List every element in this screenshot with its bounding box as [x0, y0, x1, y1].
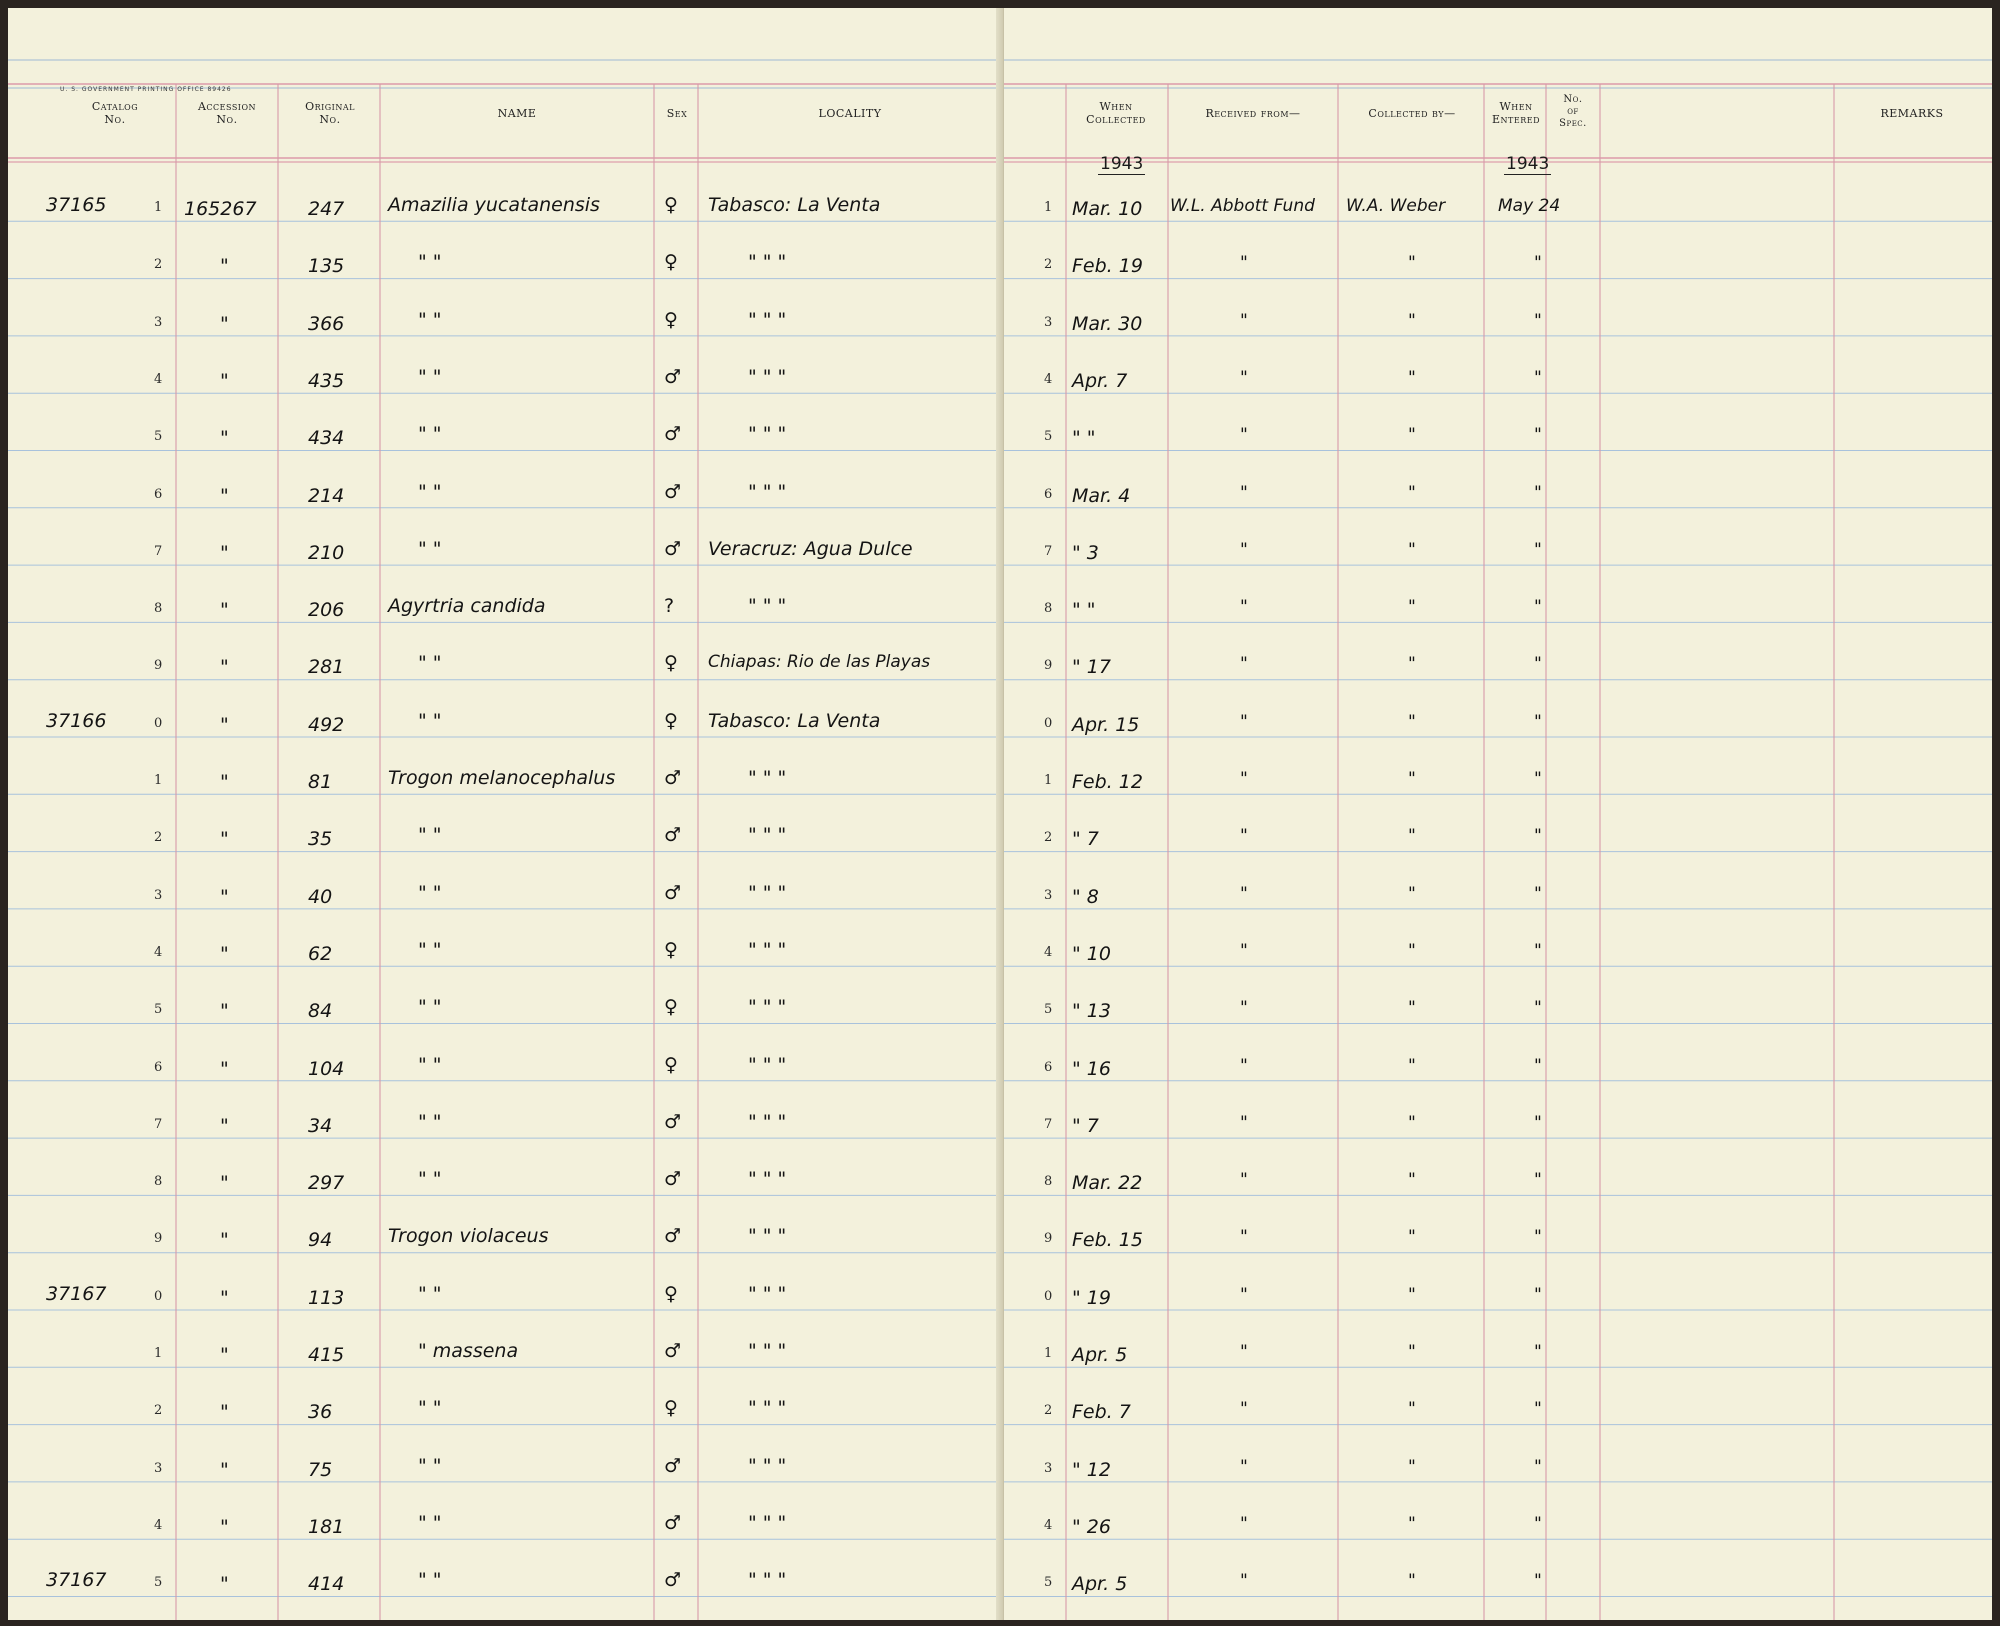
locality: " " ": [748, 1282, 787, 1305]
collected-by: ": [1408, 597, 1416, 618]
row-index-left: 2: [154, 257, 163, 273]
received-from: ": [1240, 654, 1248, 675]
received-from: ": [1240, 998, 1248, 1019]
row-index-right: 3: [1044, 887, 1053, 903]
date-collected: " 16: [1072, 1057, 1111, 1080]
date-collected: Mar. 4: [1072, 484, 1131, 507]
specimen-name: " ": [418, 423, 442, 446]
received-from: ": [1240, 769, 1248, 789]
date-entered: ": [1534, 1342, 1542, 1362]
row-index-left: 6: [154, 1059, 163, 1075]
left-page: [8, 8, 1004, 1620]
row-index-left: 1: [154, 1346, 163, 1361]
specimen-name: " ": [418, 365, 442, 388]
accession-number: ": [220, 312, 229, 335]
row-index-left: 0: [154, 715, 163, 731]
locality: " " ": [748, 1168, 787, 1191]
date-entered: ": [1534, 597, 1542, 618]
original-number: 435: [308, 369, 345, 392]
received-from: ": [1240, 1513, 1248, 1534]
date-entered: ": [1534, 1170, 1542, 1191]
sex-symbol: ♀: [664, 652, 678, 675]
right-page-ruling: [1004, 8, 1992, 1620]
header-catalog-no: Catalog No.: [91, 100, 139, 126]
date-collected: " 26: [1072, 1515, 1111, 1538]
date-entered: ": [1534, 1284, 1542, 1305]
header-original-no: Original No.: [305, 100, 355, 126]
accession-number: ": [220, 255, 229, 278]
specimen-name: " ": [418, 709, 442, 732]
accession-number: ": [220, 599, 229, 622]
specimen-name: " ": [418, 652, 442, 675]
sex-symbol: ♂: [664, 1110, 682, 1133]
sex-symbol: ♀: [664, 938, 678, 961]
specimen-name: Agyrtria candida: [388, 595, 546, 618]
locality: " " ": [748, 595, 787, 618]
collected-by: ": [1408, 1055, 1416, 1076]
collected-by: ": [1408, 1112, 1416, 1133]
sex-symbol: ♀: [664, 1053, 678, 1076]
accession-number: ": [220, 1229, 229, 1252]
collected-by: ": [1408, 1456, 1416, 1477]
sex-symbol: ♀: [664, 194, 678, 216]
sex-symbol: ♂: [664, 365, 682, 388]
specimen-name: " ": [418, 1053, 442, 1076]
date-entered: ": [1534, 1399, 1542, 1420]
original-number: 247: [308, 198, 345, 220]
original-number: 210: [308, 541, 345, 564]
received-from: ": [1240, 1342, 1248, 1362]
specimen-name: " ": [418, 1511, 442, 1534]
row-index-right: 5: [1044, 429, 1053, 445]
original-number: 206: [308, 599, 345, 622]
row-index-right: 3: [1044, 314, 1053, 330]
original-number: 40: [308, 885, 333, 908]
collected-by: ": [1408, 1399, 1416, 1420]
specimen-name: " ": [418, 480, 442, 503]
row-index-left: 9: [154, 658, 163, 674]
date-collected: " 12: [1072, 1458, 1111, 1481]
received-from: ": [1240, 1170, 1248, 1191]
accession-number: ": [220, 1286, 229, 1309]
date-collected: Apr. 7: [1072, 369, 1128, 392]
catalog-number: 37166: [46, 709, 107, 732]
locality: " " ": [748, 251, 787, 274]
row-index-right: 5: [1044, 1575, 1053, 1591]
left-page-ruling: [8, 8, 1004, 1620]
accession-number: ": [220, 885, 229, 908]
accession-number: ": [220, 1515, 229, 1538]
received-from: ": [1240, 940, 1248, 961]
row-index-right: 7: [1044, 1116, 1053, 1132]
locality: Tabasco: La Venta: [708, 194, 881, 216]
locality: " " ": [748, 1511, 787, 1534]
row-index-right: 3: [1044, 1460, 1053, 1476]
row-index-right: 9: [1044, 658, 1053, 674]
original-number: 34: [308, 1114, 333, 1137]
specimen-name: Trogon violaceus: [388, 1225, 549, 1248]
year-collected: 1943: [1100, 154, 1144, 174]
date-collected: Feb. 12: [1072, 771, 1143, 793]
date-entered: ": [1534, 769, 1542, 789]
original-number: 214: [308, 484, 345, 507]
header-remarks: REMARKS: [1880, 107, 1944, 120]
specimen-name: " ": [418, 938, 442, 961]
date-collected: Mar. 30: [1072, 312, 1143, 335]
row-index-right: 1: [1044, 1346, 1053, 1361]
sex-symbol: ♂: [664, 767, 682, 789]
row-index-right: 4: [1044, 371, 1053, 387]
collected-by: ": [1408, 310, 1416, 331]
specimen-name: " ": [418, 1282, 442, 1305]
date-collected: Feb. 19: [1072, 255, 1143, 278]
specimen-name: Amazilia yucatanensis: [388, 194, 600, 216]
locality: " " ": [748, 1225, 787, 1248]
date-collected: Apr. 5: [1072, 1573, 1128, 1596]
original-number: 75: [308, 1458, 333, 1481]
row-index-right: 2: [1044, 1403, 1053, 1419]
sex-symbol: ♂: [664, 480, 682, 503]
collected-by: ": [1408, 940, 1416, 961]
original-number: 35: [308, 828, 333, 851]
collected-by: ": [1408, 883, 1416, 904]
header-accession-no: Accession No.: [197, 100, 257, 126]
accession-number: ": [220, 1401, 229, 1424]
row-index-left: 3: [154, 887, 163, 903]
specimen-name: " ": [418, 1110, 442, 1133]
date-entered: ": [1534, 1227, 1542, 1248]
date-collected: " 8: [1072, 885, 1099, 908]
specimen-name: " ": [418, 251, 442, 274]
date-entered: ": [1534, 425, 1542, 446]
row-index-left: 3: [154, 1460, 163, 1476]
header-sex: Sex: [666, 107, 688, 120]
sex-symbol: ♂: [664, 1340, 682, 1362]
date-collected: Mar. 22: [1072, 1172, 1143, 1195]
specimen-name: Trogon melanocephalus: [388, 767, 616, 789]
sex-symbol: ♂: [664, 537, 682, 560]
accession-number: ": [220, 942, 229, 965]
original-number: 181: [308, 1515, 345, 1538]
header-when-collected: When Collected: [1086, 100, 1146, 126]
collected-by: ": [1408, 367, 1416, 388]
row-index-left: 2: [154, 1403, 163, 1419]
date-collected: " ": [1072, 427, 1096, 450]
header-received-from: Received from—: [1205, 107, 1301, 120]
date-collected: Apr. 5: [1072, 1344, 1128, 1366]
date-entered: ": [1534, 826, 1542, 847]
accession-number: ": [220, 828, 229, 851]
specimen-name: " ": [418, 881, 442, 904]
collected-by: ": [1408, 826, 1416, 847]
received-from: ": [1240, 425, 1248, 446]
sex-symbol: ♀: [664, 1397, 678, 1420]
date-entered: ": [1534, 940, 1542, 961]
sex-symbol: ♀: [664, 251, 678, 274]
date-collected: " 7: [1072, 1114, 1099, 1137]
received-from: W.L. Abbott Fund: [1170, 196, 1315, 216]
sex-symbol: ♀: [664, 709, 678, 732]
sex-symbol: ♂: [664, 1454, 682, 1477]
row-index-left: 7: [154, 543, 163, 559]
date-collected: " 3: [1072, 541, 1099, 564]
sex-symbol: ♀: [664, 308, 678, 331]
date-collected: " 19: [1072, 1286, 1111, 1309]
date-collected: " ": [1072, 599, 1096, 622]
row-index-left: 8: [154, 1174, 163, 1190]
received-from: ": [1240, 310, 1248, 331]
locality: Chiapas: Rio de las Playas: [708, 652, 931, 673]
received-from: ": [1240, 1227, 1248, 1248]
row-index-left: 5: [154, 1002, 163, 1018]
collected-by: ": [1408, 1342, 1416, 1362]
date-entered: ": [1534, 883, 1542, 904]
accession-number: ": [220, 369, 229, 392]
row-index-left: 4: [154, 371, 163, 387]
row-index-right: 4: [1044, 944, 1053, 960]
locality: " " ": [748, 1454, 787, 1477]
accession-number: ": [220, 771, 229, 793]
right-page: [1004, 8, 1992, 1620]
collected-by: ": [1408, 1170, 1416, 1191]
collected-by: ": [1408, 1513, 1416, 1534]
original-number: 135: [308, 255, 345, 278]
accession-number: ": [220, 541, 229, 564]
specimen-name: " ": [418, 308, 442, 331]
date-entered: ": [1534, 539, 1542, 560]
sex-symbol: ?: [664, 595, 675, 618]
original-number: 84: [308, 1000, 333, 1023]
received-from: ": [1240, 597, 1248, 618]
catalog-number: 37167: [46, 1282, 107, 1305]
accession-number: ": [220, 1114, 229, 1137]
date-entered: ": [1534, 1513, 1542, 1534]
received-from: ": [1240, 482, 1248, 503]
collected-by: ": [1408, 253, 1416, 274]
accession-number: ": [220, 1057, 229, 1080]
sex-symbol: ♀: [664, 1282, 678, 1305]
locality: Veracruz: Agua Dulce: [708, 537, 913, 560]
specimen-name: " ": [418, 1168, 442, 1191]
received-from: ": [1240, 883, 1248, 904]
row-index-left: 5: [154, 1575, 163, 1591]
date-collected: " 17: [1072, 656, 1111, 679]
printer-imprint: U. S. GOVERNMENT PRINTING OFFICE 89426: [60, 86, 232, 93]
row-index-left: 1: [154, 773, 163, 788]
locality: " " ": [748, 480, 787, 503]
header-when-entered: When Entered: [1492, 100, 1540, 126]
locality: " " ": [748, 824, 787, 847]
accession-number: ": [220, 1172, 229, 1195]
received-from: ": [1240, 1055, 1248, 1076]
date-collected: Apr. 15: [1072, 713, 1140, 736]
original-number: 113: [308, 1286, 345, 1309]
header-name: NAME: [497, 107, 537, 120]
locality: " " ": [748, 308, 787, 331]
header-locality: LOCALITY: [818, 107, 882, 120]
row-index-left: 9: [154, 1231, 163, 1247]
original-number: 414: [308, 1573, 345, 1596]
original-number: 297: [308, 1172, 345, 1195]
date-collected: Feb. 15: [1072, 1229, 1143, 1252]
row-index-right: 0: [1044, 1288, 1053, 1304]
collected-by: ": [1408, 998, 1416, 1019]
collected-by: ": [1408, 1227, 1416, 1248]
original-number: 36: [308, 1401, 333, 1424]
collected-by: W.A. Weber: [1346, 196, 1446, 216]
header-collected-by: Collected by—: [1368, 107, 1456, 120]
accession-number: ": [220, 656, 229, 679]
locality: " " ": [748, 365, 787, 388]
accession-number: ": [220, 1344, 229, 1366]
original-number: 104: [308, 1057, 345, 1080]
row-index-left: 5: [154, 429, 163, 445]
row-index-left: 7: [154, 1116, 163, 1132]
row-index-right: 9: [1044, 1231, 1053, 1247]
row-index-right: 6: [1044, 486, 1053, 502]
row-index-left: 4: [154, 944, 163, 960]
row-index-left: 1: [154, 200, 163, 215]
date-entered: ": [1534, 998, 1542, 1019]
locality: " " ": [748, 1340, 787, 1362]
date-entered: ": [1534, 1456, 1542, 1477]
collected-by: ": [1408, 539, 1416, 560]
original-number: 62: [308, 942, 333, 965]
date-collected: " 7: [1072, 828, 1099, 851]
year-entered: 1943: [1506, 154, 1550, 174]
row-index-right: 8: [1044, 601, 1053, 617]
accession-number: ": [220, 1000, 229, 1023]
original-number: 492: [308, 713, 345, 736]
specimen-name: " ": [418, 824, 442, 847]
row-index-right: 7: [1044, 543, 1053, 559]
collected-by: ": [1408, 711, 1416, 732]
received-from: ": [1240, 826, 1248, 847]
collected-by: ": [1408, 1284, 1416, 1305]
row-index-left: 8: [154, 601, 163, 617]
specimen-name: " ": [418, 996, 442, 1019]
row-index-right: 6: [1044, 1059, 1053, 1075]
collected-by: ": [1408, 482, 1416, 503]
sex-symbol: ♂: [664, 423, 682, 446]
collected-by: ": [1408, 1571, 1416, 1592]
received-from: ": [1240, 1399, 1248, 1420]
date-collected: " 10: [1072, 942, 1111, 965]
date-collected: Mar. 10: [1072, 198, 1143, 220]
row-index-right: 2: [1044, 830, 1053, 846]
accession-number: 165267: [184, 198, 257, 220]
locality: " " ": [748, 881, 787, 904]
accession-number: ": [220, 427, 229, 450]
received-from: ": [1240, 253, 1248, 274]
sex-symbol: ♀: [664, 996, 678, 1019]
original-number: 415: [308, 1344, 345, 1366]
row-index-right: 8: [1044, 1174, 1053, 1190]
row-index-right: 5: [1044, 1002, 1053, 1018]
original-number: 281: [308, 656, 345, 679]
locality: " " ": [748, 1110, 787, 1133]
sex-symbol: ♂: [664, 1225, 682, 1248]
accession-number: ": [220, 484, 229, 507]
locality: " " ": [748, 767, 787, 789]
row-index-left: 3: [154, 314, 163, 330]
accession-number: ": [220, 1573, 229, 1596]
row-index-right: 0: [1044, 715, 1053, 731]
received-from: ": [1240, 1112, 1248, 1133]
locality: " " ": [748, 1569, 787, 1592]
date-entered: ": [1534, 654, 1542, 675]
row-index-left: 0: [154, 1288, 163, 1304]
locality: " " ": [748, 1053, 787, 1076]
sex-symbol: ♂: [664, 824, 682, 847]
sex-symbol: ♂: [664, 1569, 682, 1592]
date-entered: ": [1534, 310, 1542, 331]
row-index-left: 4: [154, 1517, 163, 1533]
collected-by: ": [1408, 425, 1416, 446]
date-entered: ": [1534, 1571, 1542, 1592]
received-from: ": [1240, 711, 1248, 732]
original-number: 366: [308, 312, 345, 335]
received-from: ": [1240, 539, 1248, 560]
date-entered: ": [1534, 1112, 1542, 1133]
accession-number: ": [220, 1458, 229, 1481]
locality: " " ": [748, 423, 787, 446]
row-index-left: 6: [154, 486, 163, 502]
date-entered: ": [1534, 482, 1542, 503]
locality: " " ": [748, 996, 787, 1019]
row-index-right: 1: [1044, 773, 1053, 788]
catalog-number: 37167: [46, 1569, 107, 1592]
date-entered: ": [1534, 253, 1542, 274]
date-entered: ": [1534, 711, 1542, 732]
date-collected: Feb. 7: [1072, 1401, 1131, 1424]
row-index-right: 2: [1044, 257, 1053, 273]
specimen-name: " ": [418, 1397, 442, 1420]
specimen-name: " ": [418, 1454, 442, 1477]
received-from: ": [1240, 367, 1248, 388]
date-entered: ": [1534, 1055, 1542, 1076]
header-no-of-spec: No. of Spec.: [1559, 94, 1587, 129]
specimen-name: " massena: [418, 1340, 519, 1362]
collected-by: ": [1408, 654, 1416, 675]
locality: " " ": [748, 1397, 787, 1420]
row-index-right: 1: [1044, 200, 1053, 215]
row-index-right: 4: [1044, 1517, 1053, 1533]
original-number: 434: [308, 427, 345, 450]
accession-number: ": [220, 713, 229, 736]
received-from: ": [1240, 1456, 1248, 1477]
received-from: ": [1240, 1284, 1248, 1305]
locality: " " ": [748, 938, 787, 961]
row-index-left: 2: [154, 830, 163, 846]
original-number: 81: [308, 771, 333, 793]
sex-symbol: ♂: [664, 1511, 682, 1534]
sex-symbol: ♂: [664, 1168, 682, 1191]
original-number: 94: [308, 1229, 333, 1252]
specimen-name: " ": [418, 537, 442, 560]
date-entered: ": [1534, 367, 1542, 388]
specimen-name: " ": [418, 1569, 442, 1592]
locality: Tabasco: La Venta: [708, 709, 881, 732]
catalog-number: 37165: [46, 194, 107, 216]
received-from: ": [1240, 1571, 1248, 1592]
sex-symbol: ♂: [664, 881, 682, 904]
collected-by: ": [1408, 769, 1416, 789]
date-entered: May 24: [1498, 196, 1561, 216]
date-collected: " 13: [1072, 1000, 1111, 1023]
